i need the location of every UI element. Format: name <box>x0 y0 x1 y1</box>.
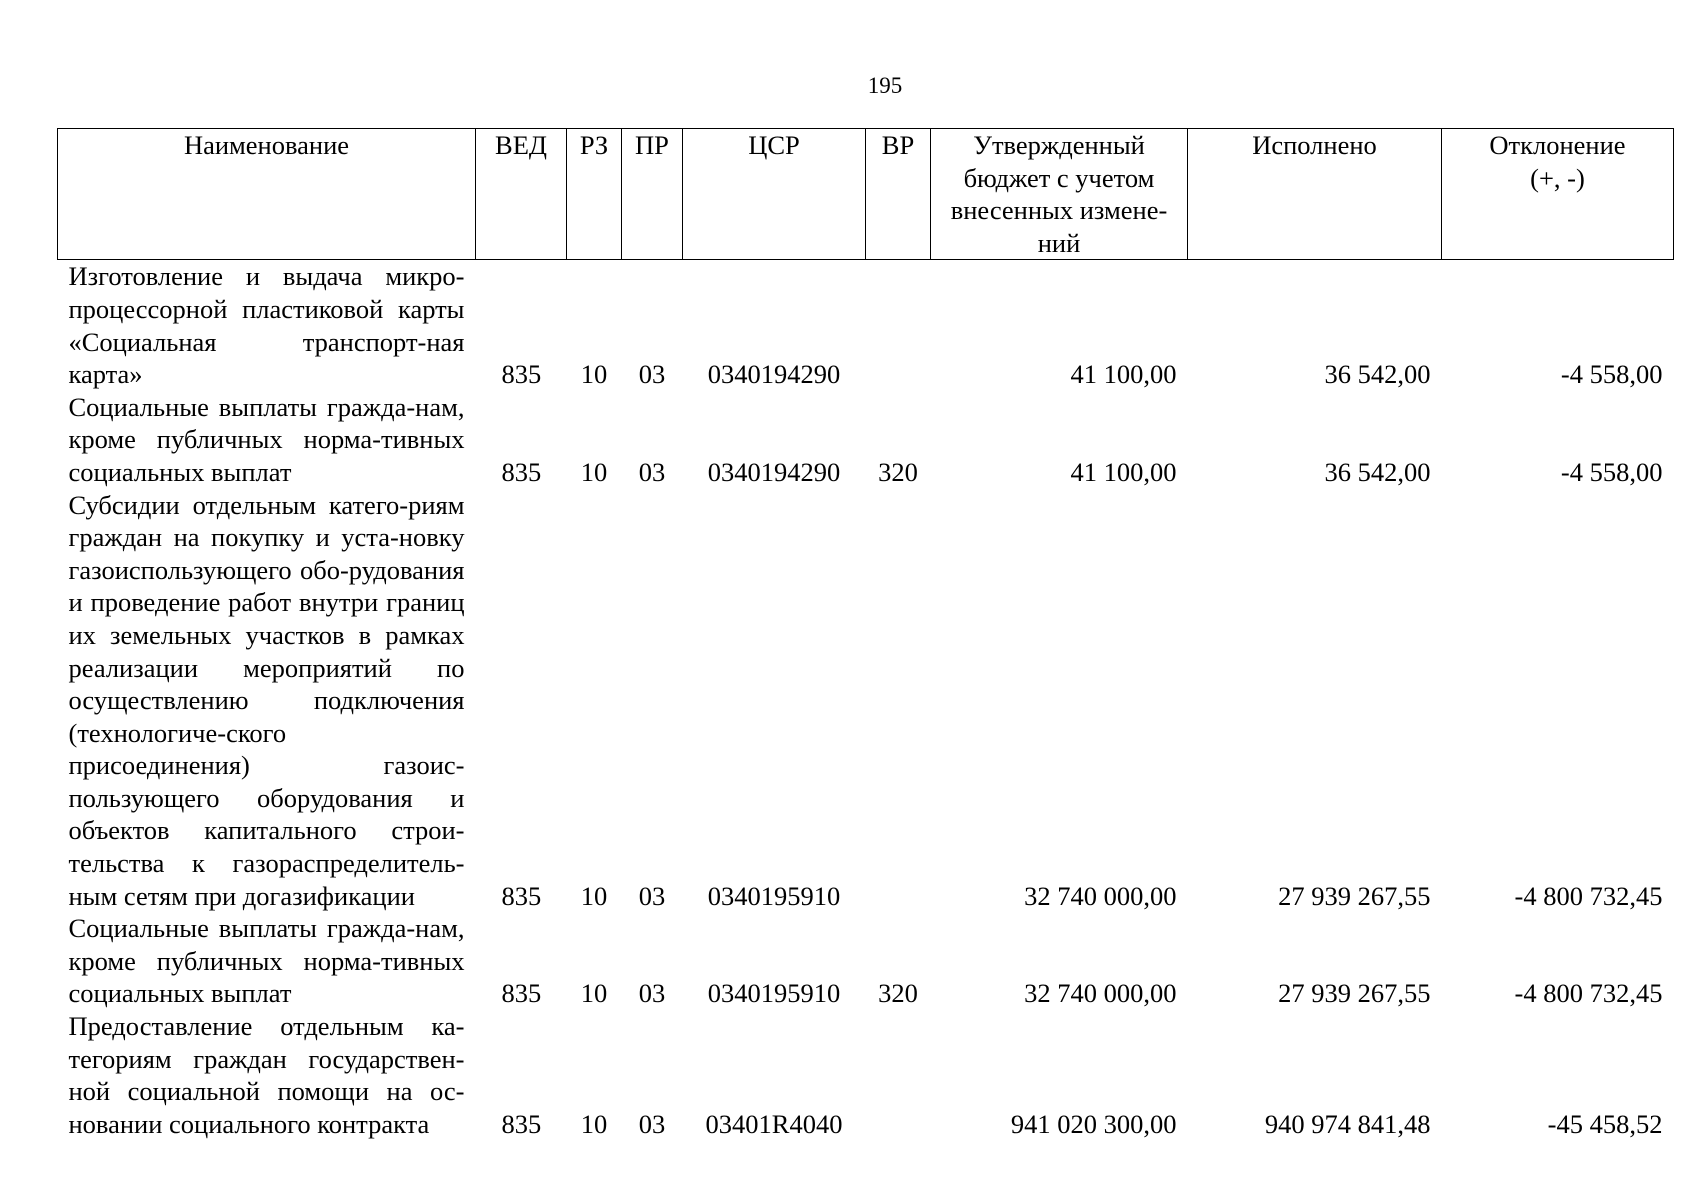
header-rz: РЗ <box>567 129 622 260</box>
row-executed: 36 542,00 <box>1324 359 1431 390</box>
header-row <box>58 129 1674 260</box>
row-vr: 320 <box>878 978 918 1009</box>
header-approved: Утвержденный бюджет с учетом внесенных измене-ний <box>931 129 1188 260</box>
row-pr: 03 <box>638 359 666 390</box>
row-approved: 41 100,00 <box>1070 456 1177 487</box>
table-row <box>58 489 1674 913</box>
header-pr: ПР <box>622 129 683 260</box>
row-name: Предоставление отдельным ка-тегориям граждан государствен-ной социальной помощи на ос-новании социального контракта <box>68 1011 465 1139</box>
row-rz: 10 <box>580 1108 608 1139</box>
row-csr: 03401R4040 <box>705 1108 843 1139</box>
header-csr: ЦСР <box>683 129 866 260</box>
row-executed: 27 939 267,55 <box>1278 880 1431 911</box>
row-rz: 10 <box>580 456 608 487</box>
row-ved: 835 <box>501 456 542 487</box>
row-approved: 32 740 000,00 <box>1024 978 1177 1009</box>
table-row <box>58 912 1674 1010</box>
row-executed: 27 939 267,55 <box>1278 978 1431 1009</box>
row-approved: 941 020 300,00 <box>1010 1108 1177 1139</box>
row-pr: 03 <box>638 978 666 1009</box>
row-ved: 835 <box>501 978 542 1009</box>
header-ved: ВЕД <box>476 129 567 260</box>
row-approved: 41 100,00 <box>1070 359 1177 390</box>
row-deviation: -4 800 732,45 <box>1514 880 1663 911</box>
row-deviation: -4 558,00 <box>1560 456 1663 487</box>
header-vr: ВР <box>866 129 931 260</box>
row-csr: 0340195910 <box>707 978 841 1009</box>
header-executed: Исполнено <box>1188 129 1442 260</box>
row-rz: 10 <box>580 978 608 1009</box>
header-deviation: Отклонение (+, -) <box>1442 129 1674 260</box>
row-vr <box>866 489 931 913</box>
row-name: Социальные выплаты гражда-нам, кроме публичных норма-тивных социальных выплат <box>68 391 465 487</box>
table-row <box>58 260 1674 391</box>
row-ved: 835 <box>501 1108 542 1139</box>
row-pr: 03 <box>638 456 666 487</box>
row-deviation: -4 558,00 <box>1560 359 1663 390</box>
row-csr: 0340195910 <box>707 880 841 911</box>
row-csr: 0340194290 <box>707 359 841 390</box>
row-pr: 03 <box>638 880 666 911</box>
row-deviation: -4 800 732,45 <box>1514 978 1663 1009</box>
row-vr <box>866 1010 931 1140</box>
row-ved: 835 <box>501 880 542 911</box>
row-vr <box>866 260 931 391</box>
row-executed: 36 542,00 <box>1324 456 1431 487</box>
budget-execution-table <box>57 128 1674 1140</box>
table-header <box>58 129 1674 260</box>
table-row <box>58 391 1674 489</box>
header-name: Наименование <box>58 129 476 260</box>
row-pr: 03 <box>638 1108 666 1139</box>
table-body <box>58 260 1674 1141</box>
row-name: Изготовление и выдача микро-процессорной пластиковой карты «Социальная транспорт-ная карта» <box>68 261 465 390</box>
row-executed: 940 974 841,48 <box>1264 1108 1431 1139</box>
row-vr: 320 <box>878 456 918 487</box>
row-rz: 10 <box>580 359 608 390</box>
row-deviation: -45 458,52 <box>1547 1108 1663 1139</box>
row-name: Социальные выплаты гражда-нам, кроме публичных норма-тивных социальных выплат <box>68 913 465 1009</box>
page-number: 195 <box>867 73 903 98</box>
row-name: Субсидии отдельным катего-риям граждан на покупку и уста-новку газоиспользующего обо-рудования и проведение работ внутри границ их земельных участков в рамках реализации мероприятий по осуществлению подключения (технологиче-ского присоединения) газоис-пользующего оборудования и объектов капитального строи-тельства к газораспределитель-ным сетям при догазификации <box>68 489 465 911</box>
row-rz: 10 <box>580 880 608 911</box>
row-ved: 835 <box>501 359 542 390</box>
row-csr: 0340194290 <box>707 456 841 487</box>
table-row <box>58 1010 1674 1140</box>
row-approved: 32 740 000,00 <box>1024 880 1177 911</box>
